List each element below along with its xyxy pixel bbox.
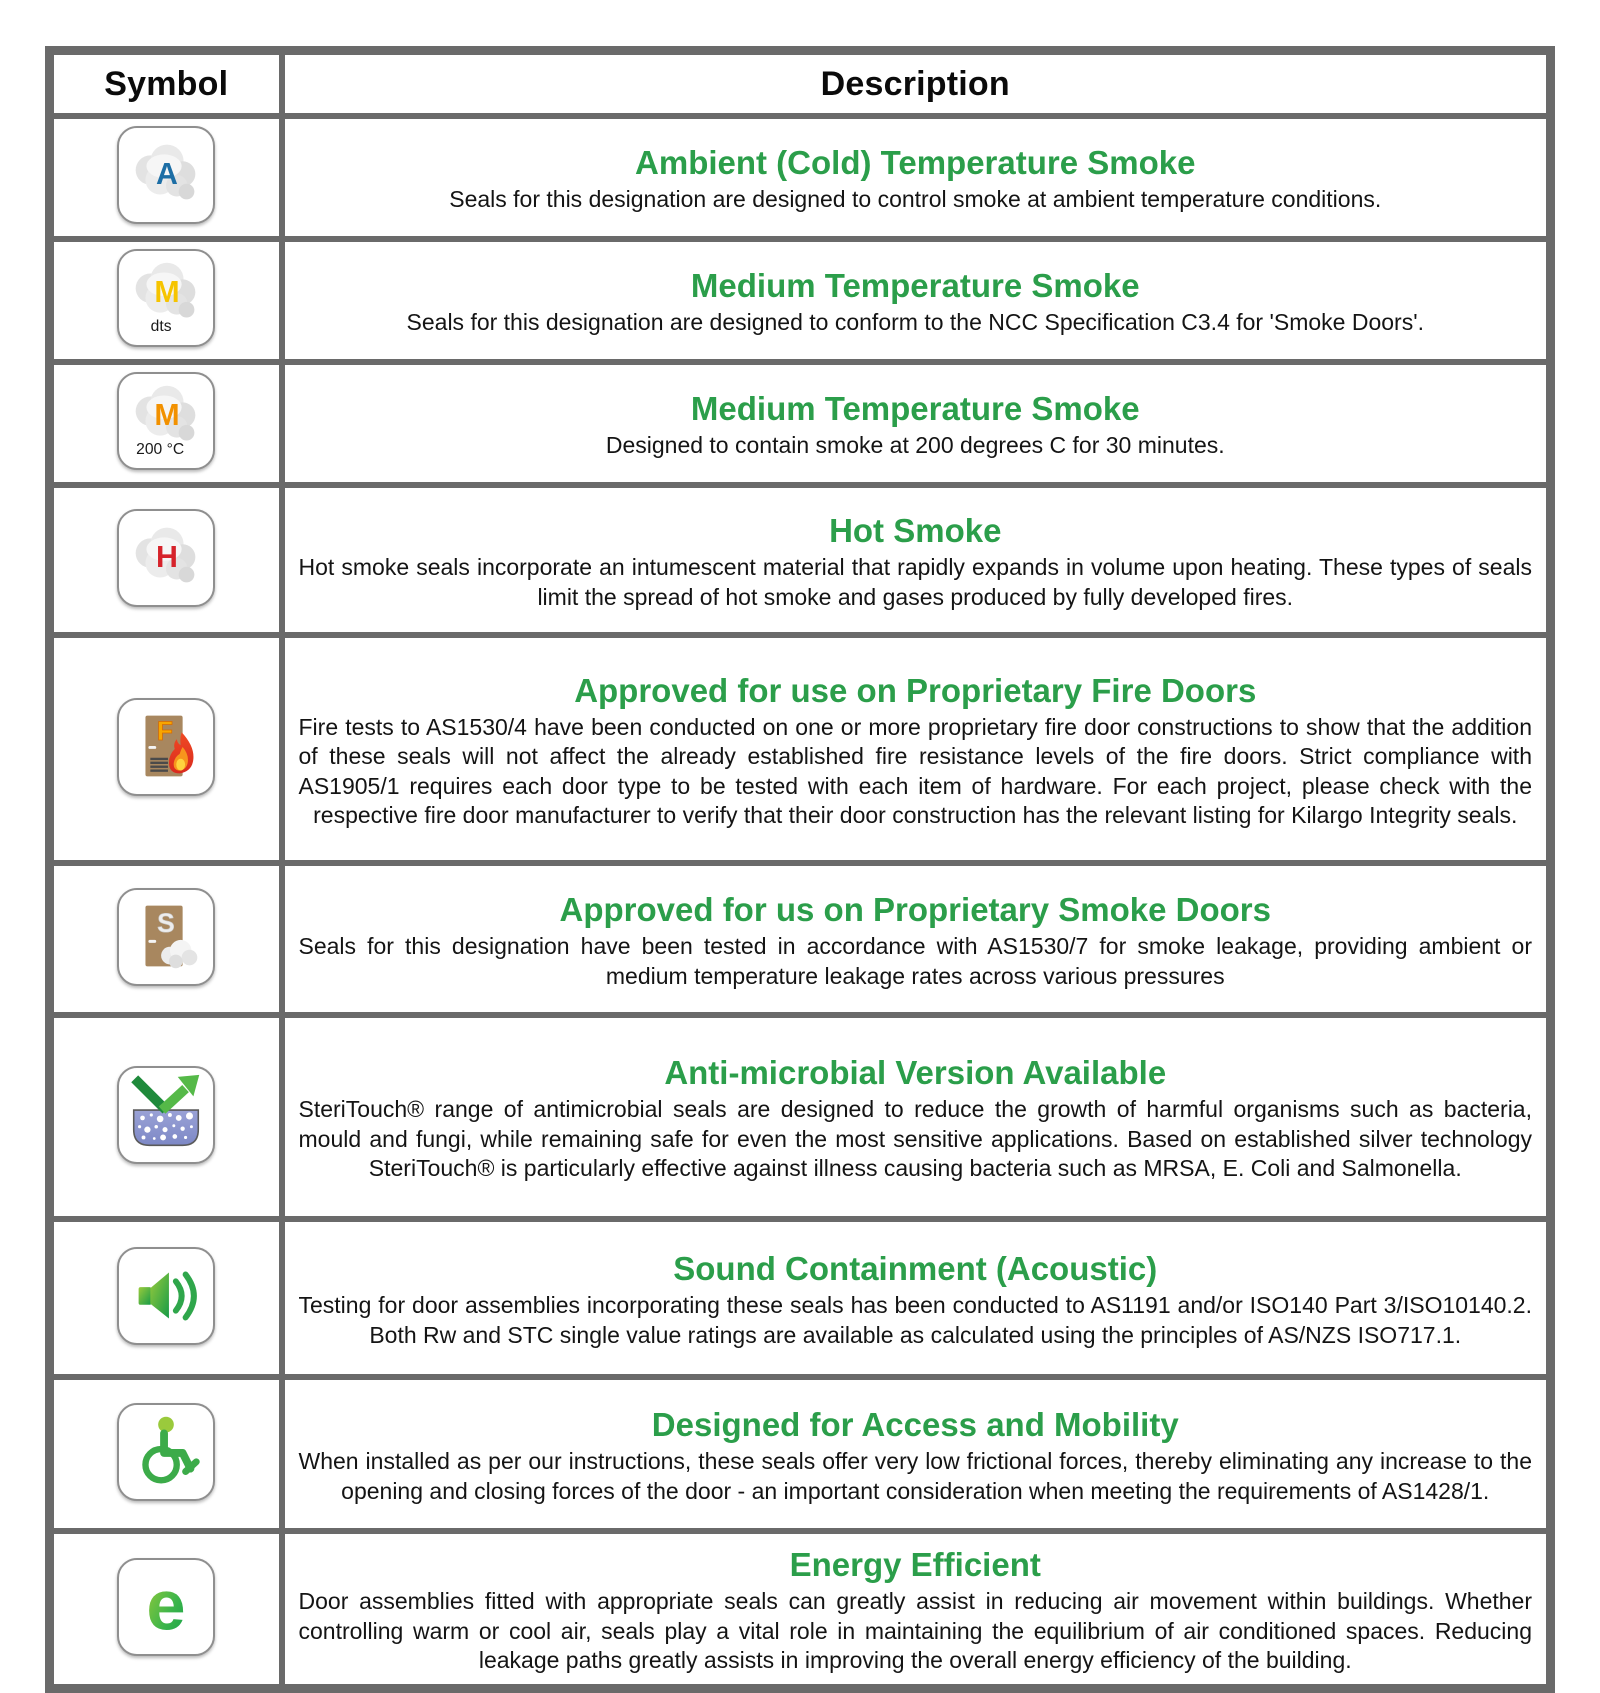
energy-efficient-e-icon [117,1558,215,1656]
row-title: Sound Containment (Acoustic) [673,1249,1158,1287]
letter-h: H [156,540,179,574]
symbol-description-table [45,46,1555,1693]
wheelchair-access-icon [117,1403,215,1501]
table-row [50,116,1551,239]
row-body: SteriTouch® range of antimicrobial seals are designed to reduce the growth of harmful organisms such as bacteria, mould and fungi, while remaining safe for even the most sensitive applications. Based on established silver technology SteriTouch® is particularly effective against illness causing bacteria such as MRSA, E. Coli and Salmonella. [298,1096,1532,1182]
temp-label: 200 °C [136,441,185,459]
letter-m: M [154,398,180,432]
hot-smoke-cloud-icon [117,509,215,607]
table-row [50,1377,1551,1531]
door-handle [149,939,157,942]
row-body: When installed as per our instructions, these seals offer very low frictional forces, thereby eliminating any increase to the opening and closing forces of the door - an important consideration when meeting the requirements of AS1428/1. [298,1448,1532,1504]
description-column-header: Description [282,51,1551,117]
letter-e: e [146,1564,186,1644]
smoke-door-icon [117,888,215,986]
row-title: Hot Smoke [829,511,1002,549]
letter-a: A [156,157,179,191]
speaker-acoustic-icon [117,1247,215,1345]
medium-smoke-200c-cloud-icon [117,372,215,470]
table-row [50,1219,1551,1377]
letter-m: M [154,275,180,309]
table-row [50,863,1551,1015]
medium-smoke-dts-cloud-icon [117,249,215,347]
speaker-body [139,1272,169,1318]
table-row [50,485,1551,635]
letter-s: S [157,907,176,938]
symbol-column-header: Symbol [50,51,282,117]
row-title: Medium Temperature Smoke [690,390,1140,428]
row-title: Energy Efficient [789,1546,1041,1584]
header-row [50,51,1551,117]
row-title: Approved for use on Proprietary Fire Doors [574,671,1257,709]
bounce-arrow [135,1074,200,1109]
row-title: Approved for us on Proprietary Smoke Doors [559,890,1271,928]
door-handle [149,746,157,749]
row-body: Seals for this designation are designed to conform to the NCC Specification C3.4 for 'Smoke Doors'. [406,309,1424,336]
row-body: Hot smoke seals incorporate an intumescent material that rapidly expands in volume upon heating. These types of seals limit the spread of hot smoke and gases produced by fully developed fires. [298,554,1532,610]
row-body: Door assemblies fitted with appropriate seals can greatly assist in reducing air movement within buildings. Whether controlling warm or cool air, seals play a vital role in maintaining the equilibrium of air conditioned spaces. Reducing leakage paths greatly assists in improving the overall energy efficiency of the building. [298,1588,1532,1674]
row-title: Anti-microbial Version Available [664,1054,1167,1092]
anti-microbial-bounce-icon [117,1066,215,1164]
dts-label: dts [150,318,172,336]
row-body: Testing for door assemblies incorporating these seals has been conducted to AS1191 and/or ISO140 Part 3/ISO10140.2. Both Rw and STC single value ratings are available as calculated using the principles of AS/NZS ISO717.1. [298,1292,1532,1348]
table-row [50,362,1551,485]
row-body: Designed to contain smoke at 200 degrees C for 30 minutes. [605,432,1225,459]
row-title: Ambient (Cold) Temperature Smoke [635,144,1196,182]
table-row [50,1531,1551,1689]
letter-f: F [157,715,174,746]
row-title: Designed for Access and Mobility [651,1405,1179,1443]
row-title: Medium Temperature Smoke [690,267,1140,305]
sound-waves [176,1274,194,1317]
ambient-smoke-cloud-icon [117,126,215,224]
table-row [50,635,1551,863]
row-body: Seals for this designation have been tested in accordance with AS1530/7 for smoke leakage, providing ambient or medium temperature leakage rates across various pressures [298,933,1532,989]
table-row [50,1015,1551,1219]
row-body: Seals for this designation are designed to control smoke at ambient temperature conditions. [449,186,1382,213]
fire-door-icon [117,698,215,796]
row-body: Fire tests to AS1530/4 have been conducted on one or more proprietary fire door constructions to show that the addition of these seals will not affect the already established fire resistance levels of the fire doors. Strict compliance with AS1905/1 requires each door type to be tested with each item of hardware. For each project, please check with the respective fire door manufacturer to verify that their door construction has the relevant listing for Kilargo Integrity seals. [298,713,1532,829]
table-row [50,239,1551,362]
